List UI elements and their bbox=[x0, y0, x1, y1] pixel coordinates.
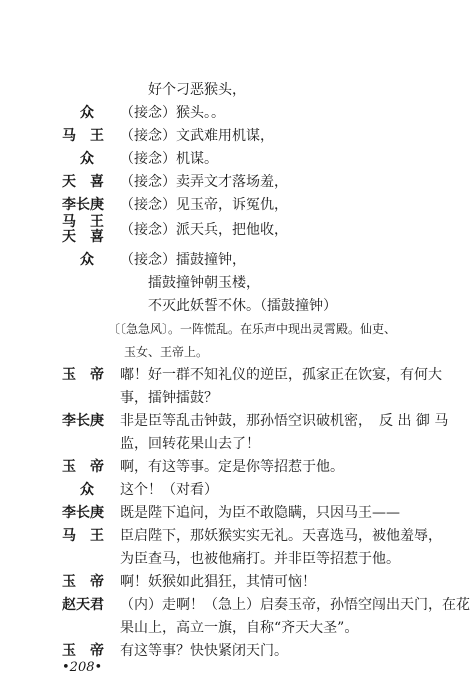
speaker-name: 众 bbox=[80, 151, 94, 167]
line-text: 啊！妖猴如此猖狂，其情可恼！ bbox=[120, 574, 316, 590]
line-text: 好个刁恶猴头， bbox=[148, 82, 246, 98]
speaker-name: 马 王 bbox=[62, 528, 104, 544]
line-text: （接念）见玉帝，诉冤仇， bbox=[120, 197, 288, 213]
speaker-name: 玉 帝 bbox=[62, 643, 104, 659]
speaker-name: 天 喜 bbox=[62, 229, 104, 245]
speaker-name: 赵天君 bbox=[62, 597, 104, 613]
line-text: 既是陛下追问，为臣不敢隐瞒，只因马王—— bbox=[120, 505, 400, 521]
line-text: 监，回转花果山去了！ bbox=[120, 436, 260, 452]
page-number: •208• bbox=[62, 660, 103, 675]
line-text: 嘟！好一群不知礼仪的逆臣，孤家正在饮宴，有何大 bbox=[120, 367, 442, 383]
speaker-name: 李长庚 bbox=[62, 413, 104, 429]
speaker-name: 马 王 bbox=[62, 214, 104, 230]
line-text: 擂鼓撞钟朝玉楼， bbox=[148, 275, 260, 291]
line-text: 为臣查马，也被他痛打。并非臣等招惹于他。 bbox=[120, 551, 400, 567]
speaker-name: 玉 帝 bbox=[62, 574, 104, 590]
line-text: 不灭此妖誓不休。（擂鼓撞钟） bbox=[148, 298, 337, 314]
speaker-name: 众 bbox=[80, 252, 94, 268]
line-text: 有这等事？快快紧闭天门。 bbox=[120, 643, 288, 659]
speaker-name: 马 王 bbox=[62, 128, 104, 144]
line-text: 臣启陛下，那妖猴实实无礼。天喜选马，被他羞辱， bbox=[120, 528, 442, 544]
line-text: （接念）派天兵，把他收， bbox=[120, 222, 288, 238]
line-text: （接念）文武难用机谋， bbox=[120, 128, 274, 144]
speaker-name: 众 bbox=[80, 482, 94, 498]
speaker-name: 李长庚 bbox=[62, 197, 104, 213]
line-text: 玉女、王帝上。 bbox=[124, 345, 209, 359]
line-text: （接念）卖弄文才落场羞， bbox=[120, 174, 288, 190]
line-text: （内）走啊！（急上）启奏玉帝，孙悟空闯出天门，在花 bbox=[120, 597, 470, 613]
speaker-name: 玉 帝 bbox=[62, 367, 104, 383]
line-text: 果山上，高立一旗，自称“齐天大圣”。 bbox=[120, 620, 359, 636]
speaker-name: 天 喜 bbox=[62, 174, 104, 190]
speaker-name: 李长庚 bbox=[62, 505, 104, 521]
speaker-name: 玉 帝 bbox=[62, 459, 104, 475]
line-text: 〔〔急急风〕。一阵慌乱。在乐声中现出灵霄殿。仙吏、 bbox=[108, 322, 397, 336]
line-text: （接念）猴头。。 bbox=[120, 105, 225, 121]
line-text: 非是臣等乱击钟鼓，那孙悟空识破机密， 反 出 御 马 bbox=[120, 413, 449, 429]
line-text: （接念）机谋。 bbox=[120, 151, 218, 167]
line-text: （接念）擂鼓撞钟， bbox=[120, 252, 246, 268]
speaker-name: 众 bbox=[80, 105, 94, 121]
line-text: 这个！（对看） bbox=[120, 482, 218, 498]
line-text: 事，擂钟擂鼓？ bbox=[120, 390, 218, 406]
line-text: 啊，有这等事。定是你等招惹于他。 bbox=[120, 459, 344, 475]
